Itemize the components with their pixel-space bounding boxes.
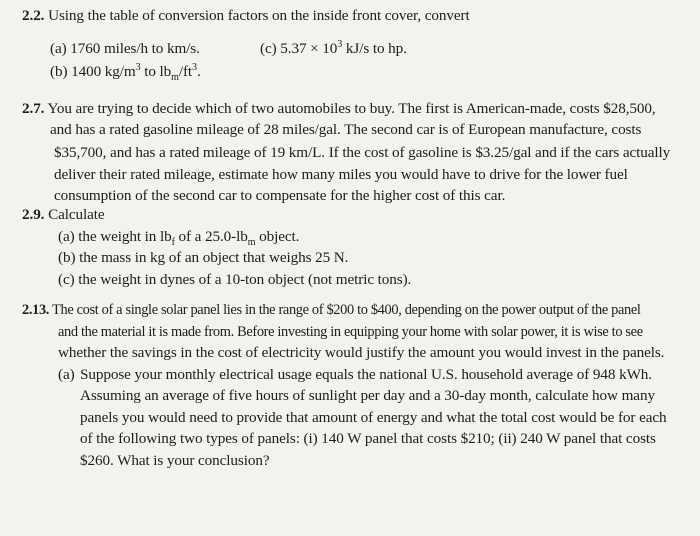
part-text: the weight in lb: [78, 228, 172, 245]
problem-2-9-part-b: [58, 249, 348, 267]
part-text: of a 25.0-lb: [174, 228, 248, 245]
subscript: m: [171, 72, 179, 84]
problem-2-13-part-a-label: (a): [58, 366, 75, 383]
part-label: (c): [58, 271, 75, 288]
problem-2-13-part-a-line-1: Suppose your monthly electrical usage equals the national U.S. household average of 948 kWh.: [80, 366, 652, 383]
problem-number: 2.7.: [22, 100, 45, 117]
problem-2-13-part-a-line-5: $260. What is your conclusion?: [80, 452, 270, 469]
problem-text: You are trying to decide which of two automobiles to buy. The first is American-made, costs $28,500,: [47, 100, 656, 117]
part-label: (a): [50, 40, 67, 57]
superscript: 3: [192, 61, 197, 73]
problem-2-2-part-c: [260, 40, 407, 58]
part-label: (b): [50, 63, 68, 80]
part-text: 1400 kg/m: [71, 63, 136, 80]
problem-2-13-part-a-line-3: panels you would need to provide that amount of energy and what the total cost would be for each: [80, 409, 667, 426]
superscript: 3: [337, 38, 343, 50]
problem-2-7-line-1: [22, 100, 656, 118]
part-text: object.: [255, 228, 300, 245]
problem-text: The cost of a single solar panel lies in the range of $200 to $400, depending on the power output of the panel: [52, 302, 641, 318]
subscript: f: [171, 237, 175, 249]
problem-number: 2.13.: [22, 302, 50, 318]
problem-text: Using the table of conversion factors on the inside front cover, convert: [48, 7, 470, 24]
problem-2-9-part-a: [58, 228, 300, 249]
problem-2-9-heading: [22, 206, 105, 224]
part-text: 5.37 × 10: [280, 40, 338, 57]
part-text: kJ/s to hp.: [342, 40, 407, 57]
part-text: 1760 miles/h to km/s.: [70, 40, 200, 57]
part-text: .: [196, 63, 201, 80]
problem-2-9-part-c: [58, 271, 411, 289]
superscript: 3: [135, 61, 141, 73]
problem-2-2-part-a: [50, 40, 200, 58]
problem-2-2-part-b: [50, 61, 201, 84]
problem-2-13-line-2: and the material it is made from. Before investing in equipping your home with solar power, it is wise to see: [58, 324, 643, 340]
problem-2-13-part-a-line-4: of the following two types of panels: (i) 140 W panel that costs $210; (ii) 240 W panel that costs: [80, 430, 656, 447]
problem-number: 2.2.: [22, 7, 45, 24]
subscript: m: [247, 237, 256, 249]
problem-2-13-part-a-line-2: Assuming an average of five hours of sunlight per day and a 30-day month, calculate how many: [80, 387, 655, 404]
problem-2-2-heading: [22, 7, 470, 25]
problem-2-13-line-1: [22, 301, 641, 319]
problem-2-7-line-4: deliver their rated mileage, estimate how many miles you would have to drive for the lower fuel: [54, 166, 628, 183]
problem-2-7-line-3: $35,700, and has a rated mileage of 19 km/L. If the cost of gasoline is $3.25/gal and if the cars actually: [54, 144, 671, 161]
problem-2-13-line-3: whether the savings in the cost of electricity would justify the amount you would invest in the panels.: [58, 344, 665, 361]
part-text: the mass in kg of an object that weighs 25 N.: [79, 249, 349, 266]
problem-text: Calculate: [48, 206, 105, 223]
part-label: (a): [58, 228, 75, 245]
part-text: to lb: [140, 63, 172, 80]
part-label: (b): [58, 249, 76, 266]
problem-2-7-line-5: consumption of the second car to compensate for the higher cost of this car.: [54, 187, 506, 204]
problem-2-7-line-2: and has a rated gasoline mileage of 28 miles/gal. The second car is of European manufacture, costs: [50, 121, 642, 138]
problem-number: 2.9.: [22, 206, 45, 223]
part-text: /ft: [178, 63, 193, 80]
part-label: (c): [260, 40, 277, 57]
part-text: the weight in dynes of a 10-ton object (not metric tons).: [78, 271, 412, 288]
